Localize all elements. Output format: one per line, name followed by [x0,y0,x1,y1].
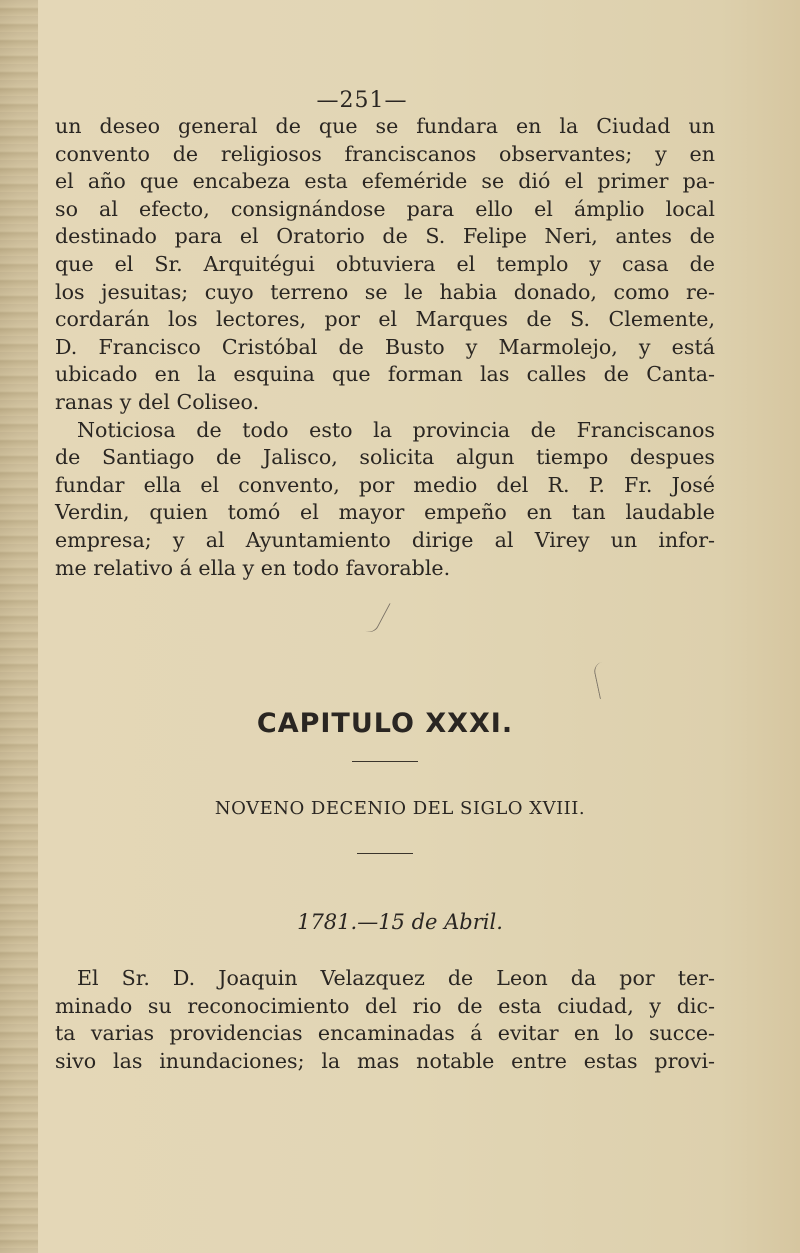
text-line: minado su reconocimiento del rio de esta ciudad, y dic- [55,993,715,1018]
text-line: ta varias providencias encaminadas á evitar en lo succe- [55,1021,715,1046]
text-line: ranas y del Coliseo. [55,389,260,414]
chapter-subtitle: NOVENO DECENIO DEL SIGLO XVIII. [214,798,586,819]
date-heading: 1781.—15 de Abril. [297,910,503,934]
text-line: D. Francisco Cristóbal de Busto y Marmolejo, y está [55,334,715,359]
text-line: destinado para el Oratorio de S. Felipe Neri, antes de [55,224,715,249]
section-paragraph [55,965,715,1075]
divider-rule [352,761,418,762]
text-line: que el Sr. Arquitégui obtuviera el templo y casa de [55,251,715,276]
text-line: el año que encabeza esta efeméride se dió el primer pa- [55,169,715,194]
text-line: El Sr. D. Joaquin Velazquez de Leon da por ter- [77,966,715,990]
divider-rule [357,853,413,854]
text-line: cordarán los lectores, por el Marques de S. Clemente, [55,307,715,332]
text-line: convento de religiosos franciscanos observantes; y en [55,141,715,166]
text-line: de Santiago de Jalisco, solicita algun tiempo despues [55,445,715,470]
chapter-title: CAPITULO XXXI. [256,708,514,739]
text-line: Noticiosa de todo esto la provincia de Franciscanos [77,417,715,442]
text-line: me relativo á ella y en todo favorable. [55,555,451,580]
text-line: sivo las inundaciones; la mas notable entre estas provi- [55,1048,715,1073]
text-line: los jesuitas; cuyo terreno se le habia donado, como re- [55,279,715,304]
pencil-mark [592,661,614,699]
page-number: —251— [316,88,408,113]
text-line: fundar ella el convento, por medio del R. P. Fr. José [55,472,715,497]
text-line: Verdin, quien tomó el mayor empeño en tan laudable [55,500,715,525]
pencil-mark [360,597,390,636]
text-line: ubicado en la esquina que forman las calles de Canta- [55,362,715,387]
text-line: un deseo general de que se fundara en la Ciudad un [55,114,715,138]
text-line: empresa; y al Ayuntamiento dirige al Virey un infor- [55,527,715,552]
text-line: so al efecto, consignándose para ello el ámplio local [55,196,715,221]
body-paragraphs [55,113,715,582]
